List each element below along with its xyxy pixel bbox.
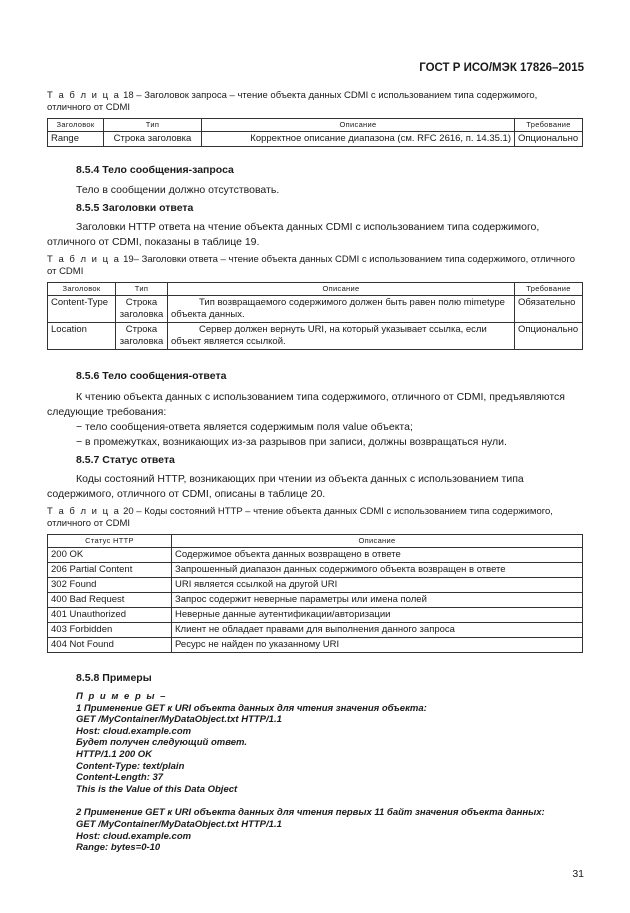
table-cell: Range — [48, 132, 104, 147]
page-header: ГОСТ Р ИСО/МЭК 17826–2015 — [419, 62, 584, 74]
paragraph: К чтению объекта данных с использованием типа содержимого, отличного от CDMI, предъявляются следующие требования: — [47, 391, 565, 418]
table-19-caption: Т а б л и ц а 19– Заголовки ответа – чтение объекта данных CDMI с использованием типа содержимого, отличного от CDMI — [47, 254, 575, 277]
table-cell: Location — [48, 323, 116, 350]
example-line: GET /MyContainer/MyDataObject.txt HTTP/1.1 — [76, 818, 282, 830]
table-cell: Запрос содержит неверные параметры или имена полей — [172, 593, 583, 608]
table-row — [48, 563, 583, 578]
examples-label: П р и м е р ы – — [76, 691, 167, 702]
column-header: Требование — [515, 283, 583, 296]
table-row — [48, 132, 583, 147]
table-row — [48, 623, 583, 638]
example-line: Host: cloud.example.com — [76, 830, 192, 842]
table-row — [48, 608, 583, 623]
table-cell: 400 Bad Request — [48, 593, 172, 608]
table-cell: Строка заголовка — [104, 132, 202, 147]
column-header: Заголовок — [48, 119, 104, 132]
list-item: − тело сообщения-ответа является содержимым поля value объекта; — [76, 421, 413, 433]
column-header: Требование — [515, 119, 583, 132]
table-header-row — [48, 535, 583, 548]
table-cell: 404 Not Found — [48, 638, 172, 653]
table-cell: Содержимое объекта данных возвращено в ответе — [172, 548, 583, 563]
table-19 — [47, 282, 583, 350]
column-header: Тип — [104, 119, 202, 132]
section-heading-8-5-6: 8.5.6 Тело сообщения-ответа — [76, 370, 227, 382]
column-header: Заголовок — [48, 283, 116, 296]
table-cell: Неверные данные аутентификации/авторизации — [172, 608, 583, 623]
table-row — [48, 323, 583, 350]
table-cell: Обязательно — [515, 296, 583, 323]
table-cell: Опционально — [515, 323, 583, 350]
paragraph: Заголовки HTTP ответа на чтение объекта данных CDMI с использованием типа содержимого, отличного от CDMI, показаны в таблице 19. — [47, 221, 540, 248]
table-cell: Опционально — [515, 132, 583, 147]
example-line: Будет получен следующий ответ. — [76, 737, 247, 749]
example-line: 1 Применение GET к URI объекта данных для чтения значения объекта: — [76, 702, 427, 714]
page-number: 31 — [572, 868, 584, 880]
table-cell: 401 Unauthorized — [48, 608, 172, 623]
page-content — [47, 90, 583, 854]
table-header-row — [48, 283, 583, 296]
section-heading-8-5-8: 8.5.8 Примеры — [76, 672, 152, 684]
table-cell: Клиент не обладает правами для выполнения данного запроса — [172, 623, 583, 638]
table-cell: Ресурс не найден по указанному URI — [172, 638, 583, 653]
section-heading-8-5-4: 8.5.4 Тело сообщения-запроса — [76, 164, 234, 176]
example-line: Host: cloud.example.com — [76, 725, 192, 737]
paragraph: Коды состояний HTTP, возникающих при чтении из объекта данных с использованием типа содержимого, отличного от CDMI, описаны в таблице 20. — [47, 473, 524, 500]
example-line: HTTP/1.1 200 OK — [76, 748, 153, 760]
table-cell: 206 Partial Content — [48, 563, 172, 578]
table-18 — [47, 118, 583, 147]
paragraph: Тело в сообщении должно отсутствовать. — [76, 184, 280, 196]
column-header: Статус HTTP — [48, 535, 172, 548]
column-header: Описание — [202, 119, 515, 132]
table-row — [48, 296, 583, 323]
column-header: Описание — [168, 283, 515, 296]
table-18-caption: Т а б л и ц а 18 – Заголовок запроса – чтение объекта данных CDMI с использованием типа содержимого, отличного от CDMI — [47, 90, 538, 113]
example-line: Content-Type: text/plain — [76, 760, 185, 772]
example-line: Content-Length: 37 — [76, 772, 164, 784]
table-20 — [47, 534, 583, 653]
section-heading-8-5-5: 8.5.5 Заголовки ответа — [76, 202, 194, 214]
section-heading-8-5-7: 8.5.7 Статус ответа — [76, 454, 175, 466]
table-cell: 200 OK — [48, 548, 172, 563]
table-cell: Строка заголовка — [116, 323, 168, 350]
table-cell: Сервер должен вернуть URI, на который указывает ссылка, если объект является ссылкой. — [168, 323, 515, 350]
table-cell: 403 Forbidden — [48, 623, 172, 638]
table-cell: URI является ссылкой на другой URI — [172, 578, 583, 593]
table-row — [48, 638, 583, 653]
example-line: GET /MyContainer/MyDataObject.txt HTTP/1.1 — [76, 714, 282, 726]
column-header: Тип — [116, 283, 168, 296]
column-header: Описание — [172, 535, 583, 548]
list-item: − в промежутках, возникающих из-за разрывов при записи, должны возвращаться нули. — [76, 436, 507, 448]
table-cell: Content-Type — [48, 296, 116, 323]
example-line: Range: bytes=0-10 — [76, 842, 161, 854]
table-cell: Тип возвращаемого содержимого должен быть равен полю mimetype объекта данных. — [168, 296, 515, 323]
table-row — [48, 593, 583, 608]
table-header-row — [48, 119, 583, 132]
table-row — [48, 548, 583, 563]
example-line: 2 Применение GET к URI объекта данных для чтения первых 11 байт значения объекта данных: — [76, 807, 545, 819]
table-20-caption: Т а б л и ц а 20 – Коды состояний HTTP – чтение объекта данных CDMI с использованием типа содержимого, отличного от CDMI — [47, 506, 553, 529]
table-row — [48, 578, 583, 593]
table-cell: Корректное описание диапазона (см. RFC 2616, п. 14.35.1) — [202, 132, 515, 147]
table-cell: Строка заголовка — [116, 296, 168, 323]
table-cell: Запрошенный диапазон данных содержимого объекта возвращен в ответе — [172, 563, 583, 578]
table-cell: 302 Found — [48, 578, 172, 593]
example-line: This is the Value of this Data Object — [76, 783, 238, 795]
